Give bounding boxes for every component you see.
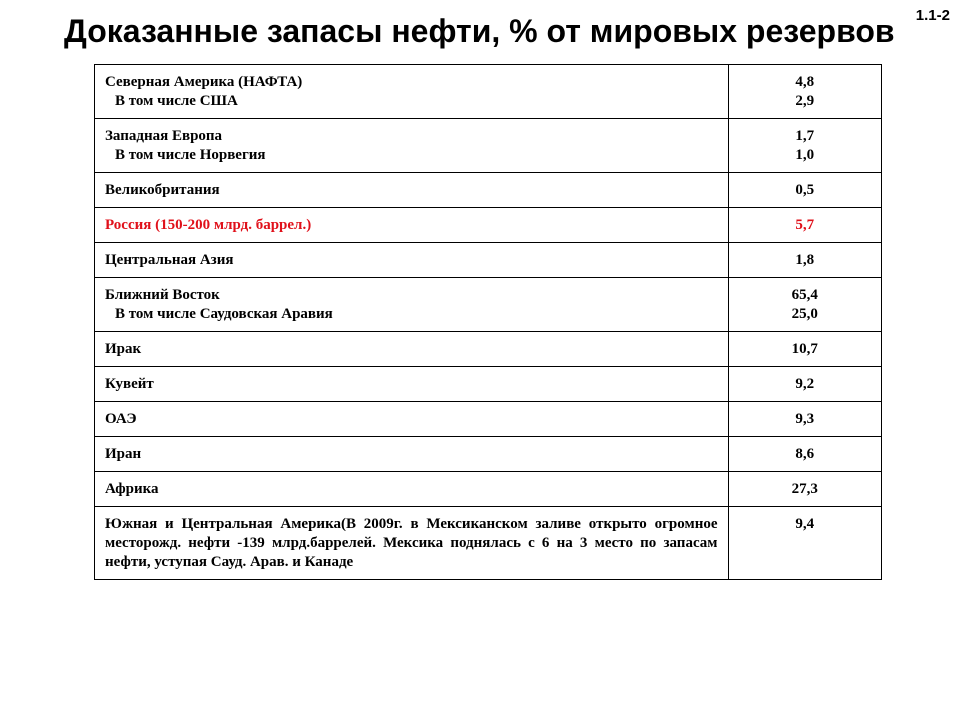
region-label: Северная Америка (НАФТА)	[105, 74, 303, 90]
region-value: 1,7	[795, 128, 815, 144]
region-sub-value: 1,0	[795, 147, 815, 163]
value-cell	[728, 208, 881, 243]
region-value: 9,4	[795, 516, 815, 532]
region-value: 5,7	[795, 217, 815, 233]
region-cell	[95, 402, 729, 437]
region-label: Ирак	[105, 341, 142, 357]
region-value: 27,3	[791, 481, 818, 497]
table-row	[95, 173, 882, 208]
region-label: Африка	[105, 481, 159, 497]
region-cell	[95, 332, 729, 367]
table-row	[95, 65, 882, 119]
oil-reserves-table	[94, 64, 882, 580]
region-label: ОАЭ	[105, 411, 137, 427]
region-label: Западная Европа	[105, 128, 223, 144]
region-label: Кувейт	[105, 376, 154, 392]
region-cell	[95, 208, 729, 243]
region-sub-value: 25,0	[791, 306, 818, 322]
region-cell	[95, 278, 729, 332]
region-label: Россия (150-200 млрд. баррел.)	[105, 217, 312, 233]
region-sub-label: В том числе Норвегия	[115, 147, 266, 163]
value-cell	[728, 402, 881, 437]
region-cell	[95, 367, 729, 402]
region-label: Южная и Центральная Америка(В 2009г. в Мексиканском заливе открыто огромное месторожд. нефти -139 млрд.баррелей. Мексика поднялась с 6 на 3 место по запасам нефти, уступая Сауд. Арав. и Канаде	[105, 516, 718, 570]
table-row	[95, 437, 882, 472]
table-row	[95, 402, 882, 437]
region-cell	[95, 437, 729, 472]
region-cell	[95, 173, 729, 208]
table-row	[95, 507, 882, 580]
region-value: 10,7	[791, 341, 818, 357]
value-cell	[728, 507, 881, 580]
region-value: 9,3	[795, 411, 815, 427]
region-value: 65,4	[791, 287, 818, 303]
table-row	[95, 367, 882, 402]
region-cell	[95, 119, 729, 173]
region-label: Центральная Азия	[105, 252, 234, 268]
region-label: Иран	[105, 446, 142, 462]
table-row	[95, 332, 882, 367]
table-row	[95, 243, 882, 278]
region-cell	[95, 243, 729, 278]
table-row	[95, 472, 882, 507]
region-sub-label: В том числе США	[115, 93, 238, 109]
region-value: 9,2	[795, 376, 815, 392]
value-cell	[728, 278, 881, 332]
value-cell	[728, 472, 881, 507]
value-cell	[728, 173, 881, 208]
region-value: 8,6	[795, 446, 815, 462]
value-cell	[728, 437, 881, 472]
region-sub-value: 2,9	[795, 93, 815, 109]
table-row-highlighted	[95, 208, 882, 243]
region-cell	[95, 472, 729, 507]
region-label: Великобритания	[105, 182, 220, 198]
region-value: 4,8	[795, 74, 815, 90]
value-cell	[728, 65, 881, 119]
table-row	[95, 278, 882, 332]
slide-number: 1.1-2	[915, 7, 950, 24]
value-cell	[728, 243, 881, 278]
region-value: 1,8	[795, 252, 815, 268]
value-cell	[728, 119, 881, 173]
page-title: Доказанные запасы нефти, % от мировых резервов	[64, 13, 895, 49]
region-label: Ближний Восток	[105, 287, 220, 303]
value-cell	[728, 367, 881, 402]
region-sub-label: В том числе Саудовская Аравия	[115, 306, 333, 322]
region-cell	[95, 507, 729, 580]
region-cell	[95, 65, 729, 119]
region-value: 0,5	[795, 182, 815, 198]
table-row	[95, 119, 882, 173]
value-cell	[728, 332, 881, 367]
